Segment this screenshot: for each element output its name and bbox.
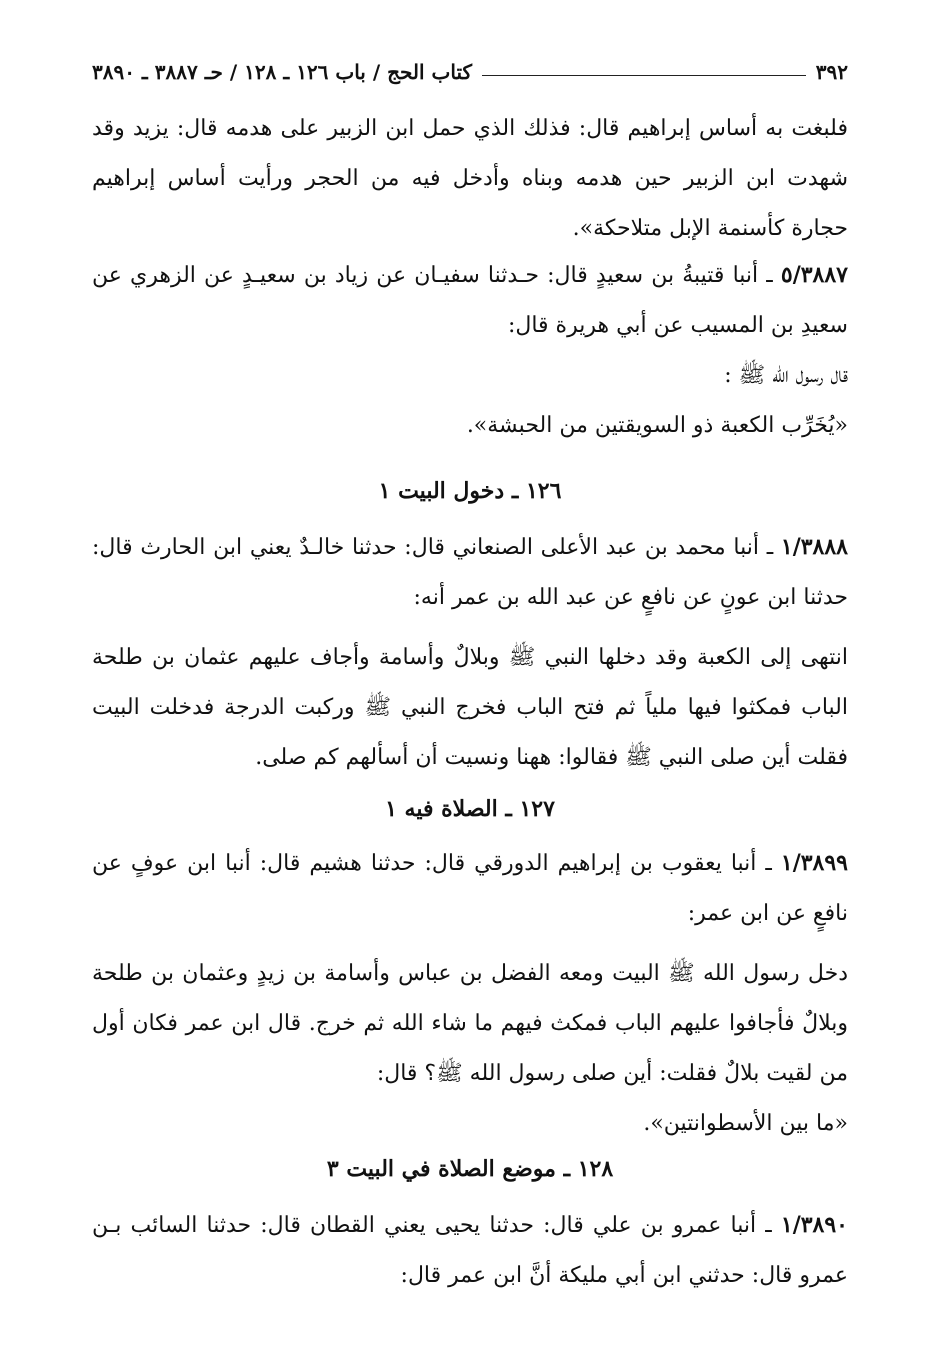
continuation-text: فلبغت به أساس إبراهيم قال: فذلك الذي حمل ابن الزبير على هدمه قال: يزيد وقد شهدت ابن الزبير حين هدمه وبناه وأدخل فيه من الحجر ورأيت أساس إبراهيم حجارة كأسنمة الإبل متلاحكة». [92, 116, 848, 241]
section-heading-126: ١٢٦ ـ دخول البيت ١ [378, 478, 562, 504]
hadith-number: ١/٣٨٩٩ [780, 850, 848, 876]
header-rule [482, 75, 806, 76]
page-number: ٣٩٢ [815, 60, 848, 84]
section-heading-127: ١٢٧ ـ الصلاة فيه ١ [385, 796, 555, 822]
isnad-text: ـ أنبا محمد بن عبد الأعلى الصنعاني قال: حدثنا خالـدٌ يعني ابن الحارث قال: حدثنا ابن عونٍ عن نافعٍ عن عبد الله بن عمر أنه: [92, 535, 848, 610]
spacer [92, 623, 848, 633]
hadith-3888 [92, 522, 848, 783]
hadith-3899 [92, 838, 848, 1149]
hadith-isnad [92, 1200, 848, 1301]
isnad-text: ـ أنبا يعقوب بن إبراهيم الدورقي قال: حدثنا هشيم قال: أنبا ابن عوفٍ عن نافعٍ عن ابن عمر: [92, 851, 848, 926]
running-header [92, 55, 848, 89]
section-heading-128: ١٢٨ ـ موضع الصلاة في البيت ٣ [326, 1156, 614, 1182]
hadith-isnad [92, 522, 848, 623]
hadith-line: قال رسول الله ﷺ : [724, 363, 848, 388]
hadith-number: ٥/٣٨٨٧ [780, 262, 848, 288]
paragraph-continuation [92, 104, 848, 254]
hadith-matn: «يُخَرِّب الكعبة ذو السويقتين من الحبشة». [466, 413, 848, 438]
isnad-text: ـ أنبا قتيبةُ بن سعيدٍ قال: حـدثنا سفيـان عن زياد بن سعيـدٍ عن الزهري عن سعيدِ بن المسيب عن أبي هريرة قال: [92, 263, 848, 338]
hadith-number: ١/٣٨٩٠ [780, 1212, 848, 1238]
hadith-isnad [92, 838, 848, 939]
hadith-matn: انتهى إلى الكعبة وقد دخلها النبي ﷺ وبلالٌ وأسامة وأجاف عليهم عثمان بن طلحة الباب فمكثوا فيها ملياً ثم فتح الباب فخرج النبي ﷺ وركبت الدرجة فدخلت البيت فقلت أين صلى النبي ﷺ فقالوا: ههنا ونسيت أن أسألهم كم صلى. [92, 645, 848, 770]
header-title: كتاب الحج / باب ١٢٦ ـ ١٢٨ / حـ ٣٨٨٧ ـ ٣٨٩٠ [92, 60, 473, 84]
hadith-matn: دخل رسول الله ﷺ البيت ومعه الفضل بن عباس وأسامة بن زيدٍ وعثمان بن طلحة وبلالٌ فأجافوا عليهم الباب فمكث فيهم ما شاء الله ثم خرج. قال ابن عمر فكان أول من لقيت بلالٌ فقلت: أين صلى رسول الله ﷺ؟ قال: [92, 961, 848, 1086]
hadith-answer: «ما بين الأسطوانتين». [643, 1111, 848, 1136]
hadith-3890 [92, 1200, 848, 1301]
isnad-text: ـ أنبا عمرو بن علي قال: حدثنا يحيى يعني القطان قال: حدثنا السائب بـن عمرو قال: حدثني ابن أبي مليكة أنَّ ابن عمر قال: [92, 1213, 848, 1288]
spacer [92, 939, 848, 949]
hadith-3887 [92, 250, 848, 451]
hadith-number: ١/٣٨٨٨ [780, 534, 848, 560]
hadith-isnad [92, 250, 848, 351]
